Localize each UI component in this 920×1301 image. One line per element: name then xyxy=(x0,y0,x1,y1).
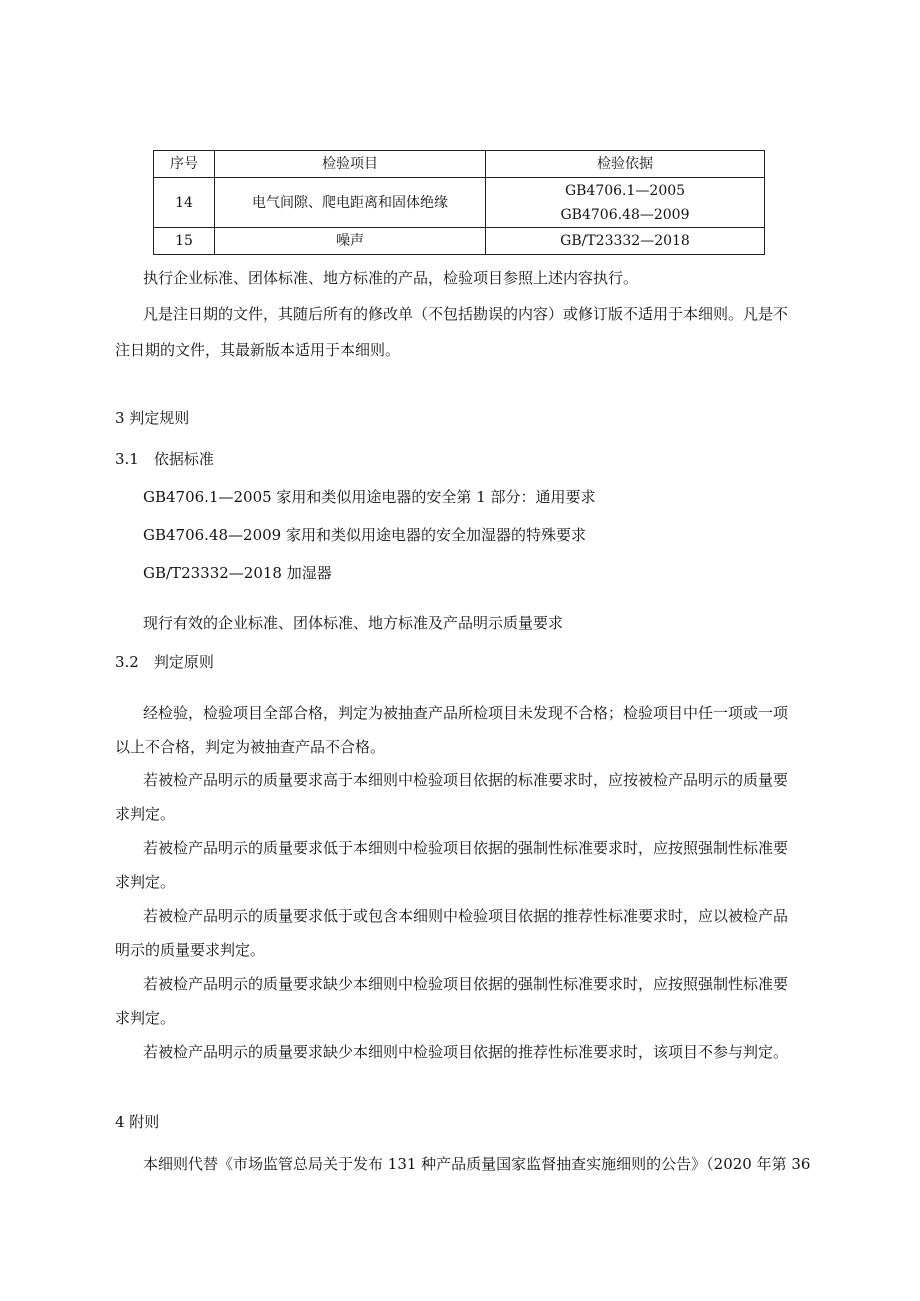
row-item: 电气间隙、爬电距离和固体绝缘 xyxy=(215,178,486,228)
principle-line: 若被检产品明示的质量要求低于本细则中检验项目依据的强制性标准要求时，应按照强制性标准要 xyxy=(143,839,789,857)
subsection-heading: 3.1 依据标准 xyxy=(115,450,214,468)
principle-line: 若被检产品明示的质量要求缺少本细则中检验项目依据的强制性标准要求时，应按照强制性标准要 xyxy=(143,975,789,993)
table-header-row xyxy=(154,151,765,178)
header-no: 序号 xyxy=(154,151,215,178)
principle-line: 求判定。 xyxy=(115,805,176,823)
principle-line: 若被检产品明示的质量要求缺少本细则中检验项目依据的推荐性标准要求时，该项目不参与判定。 xyxy=(143,1043,789,1061)
row-basis xyxy=(486,178,765,228)
principle-line: 若被检产品明示的质量要求低于或包含本细则中检验项目依据的推荐性标准要求时，应以被检产品 xyxy=(143,907,789,925)
paragraph: 执行企业标准、团体标准、地方标准的产品，检验项目参照上述内容执行。 xyxy=(143,269,639,287)
basis-line: GB4706.48—2009 xyxy=(560,206,690,223)
standard-item: GB4706.1—2005 家用和类似用途电器的安全第 1 部分：通用要求 xyxy=(143,488,596,506)
principle-line: 若被检产品明示的质量要求高于本细则中检验项目依据的标准要求时，应按被检产品明示的质量要 xyxy=(143,771,789,789)
table-row xyxy=(154,178,765,228)
row-no: 14 xyxy=(154,178,215,228)
principle-line: 求判定。 xyxy=(115,873,176,891)
row-basis: GB/T23332—2018 xyxy=(486,228,765,255)
inspection-table xyxy=(153,150,765,255)
standard-item: 现行有效的企业标准、团体标准、地方标准及产品明示质量要求 xyxy=(143,614,564,632)
table-row xyxy=(154,228,765,255)
standard-item: GB/T23332—2018 加湿器 xyxy=(143,564,332,582)
paragraph: 本细则代替《市场监管总局关于发布 131 种产品质量国家监督抽查实施细则的公告》（2020 年第 36 xyxy=(143,1155,811,1173)
principle-line: 以上不合格，判定为被抽查产品不合格。 xyxy=(115,738,386,756)
row-item: 噪声 xyxy=(215,228,486,255)
section-heading: 3 判定规则 xyxy=(115,409,190,427)
standard-item: GB4706.48—2009 家用和类似用途电器的安全加湿器的特殊要求 xyxy=(143,526,586,544)
principle-line: 明示的质量要求判定。 xyxy=(115,941,266,959)
row-no: 15 xyxy=(154,228,215,255)
principle-line: 经检验，检验项目全部合格，判定为被抽查产品所检项目未发现不合格；检验项目中任一项或一项 xyxy=(143,704,789,722)
principle-line: 求判定。 xyxy=(115,1009,176,1027)
header-basis: 检验依据 xyxy=(486,151,765,178)
header-item: 检验项目 xyxy=(215,151,486,178)
basis-line: GB4706.1—2005 xyxy=(564,182,686,199)
paragraph: 凡是注日期的文件，其随后所有的修改单（不包括勘误的内容）或修订版不适用于本细则。凡是不 xyxy=(143,305,789,323)
subsection-heading: 3.2 判定原则 xyxy=(115,653,214,671)
section-heading: 4 附则 xyxy=(115,1113,160,1131)
paragraph: 注日期的文件，其最新版本适用于本细则。 xyxy=(115,341,401,359)
